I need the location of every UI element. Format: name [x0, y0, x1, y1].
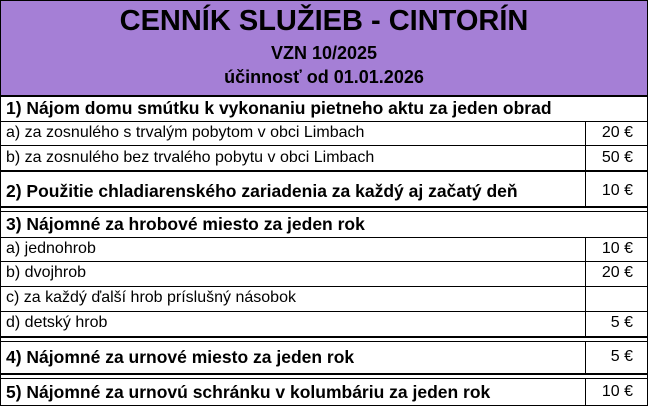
price-column-divider [585, 341, 586, 373]
divider [1, 261, 647, 262]
price-column-divider [585, 121, 586, 170]
section-1-item-b: b) za zosnulého bez trvalého pobytu v obci Limbach [6, 149, 375, 166]
section-3-item-b-price: 20 € [601, 264, 633, 281]
section-divider [1, 170, 647, 172]
page-title: CENNÍK SLUŽIEB - CINTORÍN [119, 5, 529, 37]
divider [1, 311, 647, 312]
section-3-heading: 3) Nájomné za hrobové miesto za jeden rok [6, 214, 365, 234]
section-1-item-a: a) za zosnulého s trvalým pobytom v obci Limbach [6, 124, 365, 141]
effective-date: účinnosť od 01.01.2026 [224, 67, 424, 87]
section-3-item-d-price: 5 € [610, 314, 633, 331]
divider [1, 121, 647, 122]
section-3-item-a: a) jednohrob [6, 240, 96, 257]
section-3-item-d: d) detský hrob [6, 314, 108, 331]
section-2-heading: 2) Použitie chladiarenského zariadenia za každý aj začatý deň [6, 181, 518, 201]
section-1-item-a-price: 20 € [601, 124, 633, 141]
divider [1, 341, 647, 342]
divider [1, 145, 647, 146]
price-column-divider [585, 172, 586, 206]
section-4-price: 5 € [610, 348, 633, 365]
section-4-heading: 4) Nájomné za urnové miesto za jeden rok [6, 347, 355, 367]
section-1-heading: 1) Nájom domu smútku k vykonaniu pietneho aktu za jeden obrad [6, 98, 552, 118]
divider [1, 378, 647, 379]
section-3-item-b: b) dvojhrob [6, 264, 87, 281]
divider [1, 211, 647, 212]
header [1, 1, 647, 97]
price-column-divider [585, 237, 586, 336]
section-5-heading: 5) Nájomné za urnovú schránku v kolumbáriu za jeden rok [6, 382, 491, 402]
section-5-price: 10 € [601, 383, 633, 400]
section-2-price: 10 € [601, 182, 633, 199]
section-divider [1, 336, 647, 338]
divider [1, 237, 647, 238]
section-divider [1, 373, 647, 375]
price-column-divider [585, 378, 586, 405]
regulation-number: VZN 10/2025 [270, 43, 378, 63]
section-divider [1, 206, 647, 208]
divider [1, 286, 647, 287]
section-3-item-a-price: 10 € [601, 240, 633, 257]
section-1-item-b-price: 50 € [601, 149, 633, 166]
section-3-item-c: c) za každý ďalší hrob príslušný násobok [6, 289, 296, 306]
